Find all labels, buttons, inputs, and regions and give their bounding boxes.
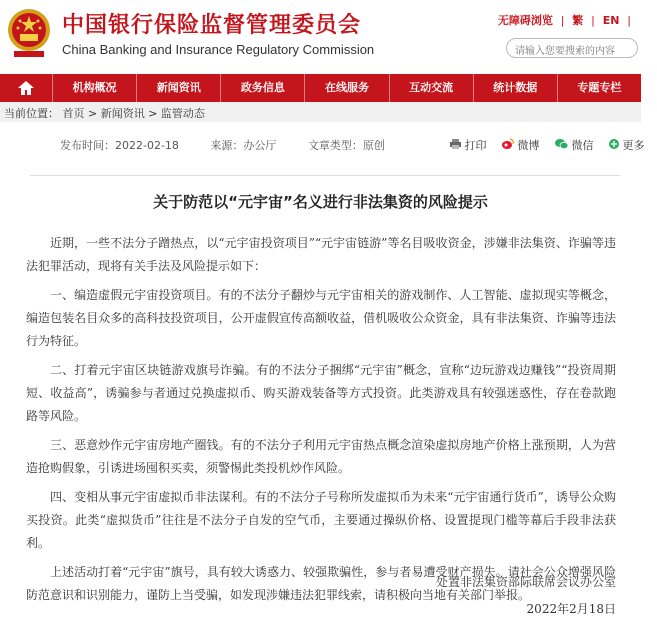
signature-org: 处置非法集资部际联席会议办公室 — [435, 575, 616, 589]
main-nav — [0, 74, 641, 102]
share-tools — [450, 137, 657, 153]
signature-date: 2022年2月18日 — [526, 602, 616, 616]
more-share-button[interactable] — [609, 139, 651, 152]
article-signature — [436, 573, 616, 627]
nav-item-online-services[interactable]: 在线服务 — [304, 74, 388, 102]
national-emblem-icon — [6, 7, 52, 59]
weibo-button[interactable] — [502, 139, 549, 152]
article-paragraph: 三、恶意炒作元宇宙房地产圈钱。有的不法分子利用元宇宙热点概念渲染虚拟房地产价格上涨预期，人为营造抢购假象，引诱进场囤积买卖，须警惕此类投机炒作风险。 — [26, 438, 616, 475]
publish-time: 发布时间：2022-02-18 — [60, 139, 179, 152]
site-title-cn[interactable]: 中国银行保险监督管理委员会 — [62, 13, 362, 38]
article-title: 关于防范以“元宇宙”名义进行非法集资的风险提示 — [153, 193, 488, 211]
print-button[interactable] — [450, 139, 496, 152]
site-title-en: China Banking and Insurance Regulatory Commission — [62, 42, 375, 57]
print-label: 打印 — [464, 139, 487, 152]
article-paragraph: 上述活动打着“元宇宙”旗号，具有较大诱惑力、较强欺骗性，参与者易遭受财产损失。请社会公众增强风险防范意识和识别能力，谨防上当受骗，如发现涉嫌违法犯罪线索，请积极向当地有关部门举报。 — [26, 565, 616, 602]
more-share-icon — [609, 139, 619, 149]
divider — [30, 175, 620, 176]
site-header — [0, 0, 641, 74]
weibo-icon — [502, 139, 514, 149]
wechat-icon — [555, 139, 568, 149]
breadcrumb-path[interactable]: 首页 > 新闻资讯 > 监管动态 — [62, 107, 205, 120]
separator: | — [627, 14, 631, 27]
separator: | — [591, 14, 595, 27]
home-icon — [18, 81, 34, 95]
article-paragraph: 一、编造虚假元宇宙投资项目。有的不法分子翻炒与元宇宙相关的游戏制作、人工智能、虚拟现实等概念，编造包装名目众多的高科技投资项目，公开虚假宣传高额收益，借机吸收公众资金，具有非法集资、诈骗等违法行为特征。 — [26, 288, 616, 348]
nav-item-government-info[interactable]: 政务信息 — [220, 74, 304, 102]
article-body — [26, 232, 616, 613]
top-links — [496, 12, 633, 28]
article-paragraph: 二、打着元宇宙区块链游戏旗号诈骗。有的不法分子捆绑“元宇宙”概念，宣称“边玩游戏边赚钱”“投资周期短、收益高”，诱骗参与者通过兑换虚拟币、购买游戏装备等方式投资。此类游戏具有较强迷惑性，存在卷款跑路等风险。 — [26, 363, 616, 423]
article-meta — [60, 137, 413, 153]
nav-item-news[interactable]: 新闻资讯 — [136, 74, 220, 102]
article-type: 文章类型：原创 — [307, 139, 385, 152]
wechat-button[interactable] — [555, 139, 603, 152]
search-input[interactable]: 请输入您要搜索的内容 — [506, 38, 638, 58]
breadcrumb — [0, 102, 641, 122]
accessibility-link[interactable]: 无障碍浏览 — [497, 14, 553, 27]
nav-home[interactable] — [0, 74, 52, 102]
nav-item-special-topics[interactable]: 专题专栏 — [557, 74, 641, 102]
nav-item-interaction[interactable]: 互动交流 — [389, 74, 473, 102]
wechat-label: 微信 — [571, 139, 594, 152]
more-label: 更多 — [622, 139, 645, 152]
article-paragraph: 近期，一些不法分子蹭热点，以“元宇宙投资项目”“元宇宙链游”等名目吸收资金，涉嫌非法集资、诈骗等违法犯罪活动，现将有关手法及风险提示如下： — [26, 236, 616, 273]
article-paragraph: 四、变相从事元宇宙虚拟币非法谋利。有的不法分子号称所发虚拟币为未来“元宇宙通行货币”，诱导公众购买投资。此类“虚拟货币”往往是不法分子自发的空气币，主要通过操纵价格、设置提现门槛等幕后手段非法获利。 — [26, 490, 616, 550]
nav-item-about[interactable]: 机构概况 — [52, 74, 136, 102]
printer-icon — [450, 139, 461, 149]
breadcrumb-label: 当前位置： — [4, 107, 59, 120]
nav-item-statistics[interactable]: 统计数据 — [473, 74, 557, 102]
article-source: 来源：办公厅 — [210, 139, 277, 152]
traditional-chinese-link[interactable]: 繁 — [572, 14, 584, 27]
separator: | — [560, 14, 565, 27]
weibo-label: 微博 — [517, 139, 540, 152]
english-link[interactable]: EN — [602, 14, 620, 27]
